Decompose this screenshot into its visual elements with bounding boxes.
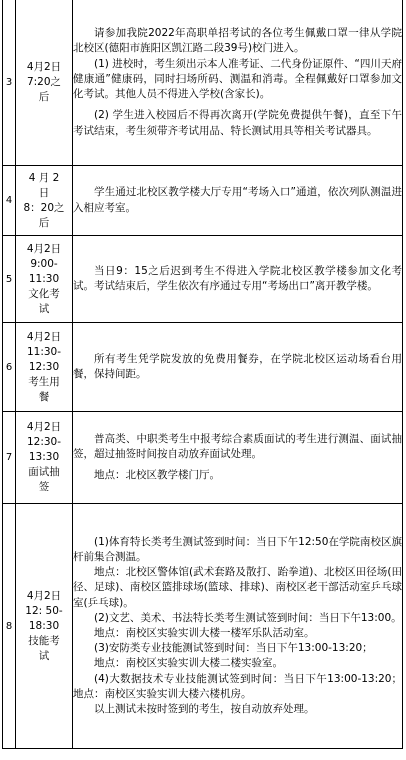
paragraph: 当日9：15之后迟到考生不得进入学院北校区教学楼参加文化考试。考试结束后，学生依次有序通过专用“考场出口”离开教学楼。 <box>73 264 402 292</box>
time-line: 9:00- <box>30 257 58 270</box>
paragraph: (3)安防类专业技能测试签到时间：当日下午13:00-13:20； <box>94 642 373 655</box>
time-line: 日 <box>38 186 50 199</box>
paragraph: (2)文艺、美术、书法特长类考生测试签到时间：当日下午13:00。 <box>94 611 402 624</box>
paragraph: 所有考生凭学院发放的免费用餐券，在学院北校区运动场看台用餐，保持间距。 <box>73 352 402 380</box>
time-line: 12:30- <box>26 436 62 448</box>
time-line: 餐 <box>38 390 50 403</box>
paragraph: 地点：北校区警体馆(武术套路及散打、跆拳道)、北校区田径场(田径、足球)、南校区篮排球场(篮球、排球)、南校区老干部活动室乒乓球室(乒乓球)。 <box>73 566 402 609</box>
time-line: 12:30 <box>28 360 60 373</box>
paragraph: 请参加我院2022年高职单招考试的各位考生佩戴口罩一律从学院北校区(德阳市旌阳区凯江路二段39号)校门进入。 <box>73 27 402 55</box>
time-line: 后 <box>38 91 50 103</box>
row-description <box>73 0 403 166</box>
row-description <box>73 323 403 412</box>
time-line: 4月2日 <box>26 589 62 602</box>
paragraph: 学生通过北校区教学楼大厅专用“考场入口”通道，依次列队测温进入相应考室。 <box>73 186 402 214</box>
row-description <box>73 236 403 323</box>
row-description <box>73 166 403 236</box>
paragraph: 地点：南校区实验实训大楼二楼实验室。 <box>94 657 283 670</box>
table-row <box>3 323 403 412</box>
row-number: 4 <box>3 166 16 236</box>
row-number: 5 <box>3 236 16 323</box>
paragraph: (1)体育特长类考生测试签到时间：当日下午12:50在学院南校区旗杆前集合测温。 <box>73 535 402 563</box>
time-line: 技能考 <box>28 634 60 647</box>
table-row <box>3 236 403 323</box>
row-time <box>16 166 73 236</box>
paragraph: (1) 进校时，考生须出示本人准考证、二代身份证原件、“四川天府健康通”健康码，同时扫场所码、测温和消毒。全程佩戴好口罩参加文化考试。其他人员不得进入学校(含家长)。 <box>73 57 402 101</box>
time-line: 8：20之 <box>23 201 65 214</box>
paragraph: 普高类、中职类考生中报考综合素质面试的考生进行测温、面试抽签，超过抽签时间按自动放弃面试处理。 <box>73 432 402 460</box>
row-description <box>73 504 403 749</box>
time-line: 签 <box>38 481 50 493</box>
time-line: 12: 50- <box>25 604 63 617</box>
paragraph: 以上测试未按时签到的考生，按自动放弃处理。 <box>94 703 315 716</box>
time-line: 7:20之 <box>26 76 62 88</box>
table-row <box>3 0 403 166</box>
time-line: 11:30 <box>28 272 60 285</box>
time-line: 11:30- <box>26 345 62 358</box>
table-row <box>3 504 403 749</box>
row-number: 8 <box>3 504 16 749</box>
time-line: 4 月 2 <box>28 171 60 184</box>
time-line: 18:30 <box>28 619 60 632</box>
row-number: 6 <box>3 323 16 412</box>
table-row <box>3 412 403 504</box>
time-line: 试 <box>38 649 50 662</box>
row-time <box>16 504 73 749</box>
paragraph: (2) 学生进入校园后不得再次离开(学院免费提供午餐)，直至下午考试结束，考生须带齐考试用品、特长测试用具等相关考试器具。 <box>73 109 402 137</box>
row-number: 7 <box>3 412 16 504</box>
paragraph: (4)大数据技术专业技能测试签到时间：当日下午13:00-13:20；地点：南校区实验实训大楼六楼机房。 <box>73 672 402 700</box>
time-line: 考生用 <box>28 375 60 388</box>
table-row <box>3 166 403 236</box>
row-time <box>16 412 73 504</box>
exam-schedule-table <box>2 0 403 749</box>
time-line: 面试抽 <box>28 466 60 478</box>
row-number: 3 <box>3 0 16 166</box>
time-line: 4月2日 <box>26 61 62 73</box>
time-line: 4月2日 <box>26 330 62 343</box>
time-line: 4月2日 <box>26 242 62 255</box>
row-time <box>16 0 73 166</box>
time-line: 4月2日 <box>26 421 62 433</box>
paragraph: 地点：南校区实验实训大楼一楼军乐队活动室。 <box>94 627 315 639</box>
time-line: 后 <box>38 216 50 229</box>
time-line: 13:30 <box>28 451 60 463</box>
row-time <box>16 323 73 412</box>
time-line: 文化考 <box>28 287 60 300</box>
row-description <box>73 412 403 504</box>
row-time <box>16 236 73 323</box>
paragraph: 地点：北校区教学楼门厅。 <box>94 469 220 482</box>
time-line: 试 <box>38 302 50 315</box>
